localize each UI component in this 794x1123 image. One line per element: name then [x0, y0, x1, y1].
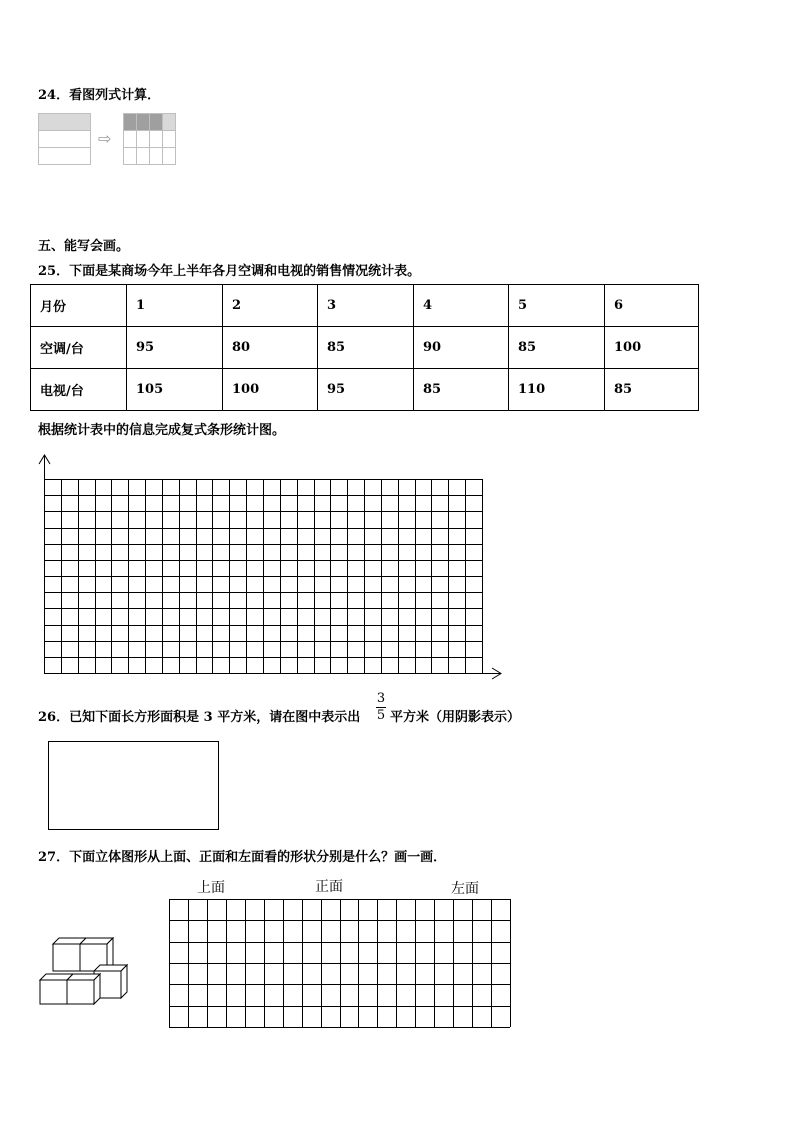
table-cell: 1 [127, 285, 223, 327]
rectangle-drawing-area[interactable] [48, 741, 219, 830]
q25-instruction: 根据统计表中的信息完成复式条形统计图。 [38, 423, 286, 438]
section-title: 五、能写会画。 [38, 239, 130, 254]
table-cell: 90 [414, 327, 509, 369]
table-cell: 电视/台 [31, 369, 127, 411]
q26-title-after: 平方米（用阴影表示） [390, 710, 521, 725]
three-views-drawing-grid[interactable] [168, 898, 512, 1029]
table-row [31, 369, 699, 411]
table-cell: 6 [605, 285, 699, 327]
table-cell: 4 [414, 285, 509, 327]
table-cell: 85 [605, 369, 699, 411]
table-cell: 月份 [31, 285, 127, 327]
table-cell: 85 [509, 327, 605, 369]
label-front-view: 正面 [315, 879, 343, 895]
table-cell: 105 [127, 369, 223, 411]
table-row [31, 327, 699, 369]
fraction-numerator: 3 [376, 691, 386, 706]
fraction-denominator: 5 [376, 708, 386, 723]
table-cell: 80 [223, 327, 318, 369]
table-cell: 100 [605, 327, 699, 369]
q24-left-figure [38, 113, 92, 166]
arrow-icon: ⇨ [98, 129, 112, 148]
label-top-view: 上面 [197, 880, 225, 896]
q26-title-before: 26．已知下面长方形面积是 3 平方米，请在图中表示出 [38, 710, 361, 725]
table-cell: 2 [223, 285, 318, 327]
table-cell: 空调/台 [31, 327, 127, 369]
table-cell: 85 [318, 327, 414, 369]
q24-title: 24．看图列式计算． [38, 88, 161, 103]
table-cell: 5 [509, 285, 605, 327]
cube-solid-figure [38, 936, 134, 1006]
table-cell: 110 [509, 369, 605, 411]
table-cell: 95 [127, 327, 223, 369]
table-cell: 95 [318, 369, 414, 411]
blank-bar-chart-grid[interactable] [36, 452, 506, 682]
q24-right-figure [123, 113, 177, 166]
label-left-view: 左面 [451, 881, 479, 897]
fraction [376, 692, 386, 723]
q27-title: 27．下面立体图形从上面、正面和左面看的形状分别是什么？画一画． [38, 850, 447, 865]
table-cell: 3 [318, 285, 414, 327]
sales-table [30, 284, 699, 411]
q25-title: 25．下面是某商场今年上半年各月空调和电视的销售情况统计表。 [38, 264, 421, 279]
table-cell: 85 [414, 369, 509, 411]
table-header-row [31, 285, 699, 327]
table-cell: 100 [223, 369, 318, 411]
